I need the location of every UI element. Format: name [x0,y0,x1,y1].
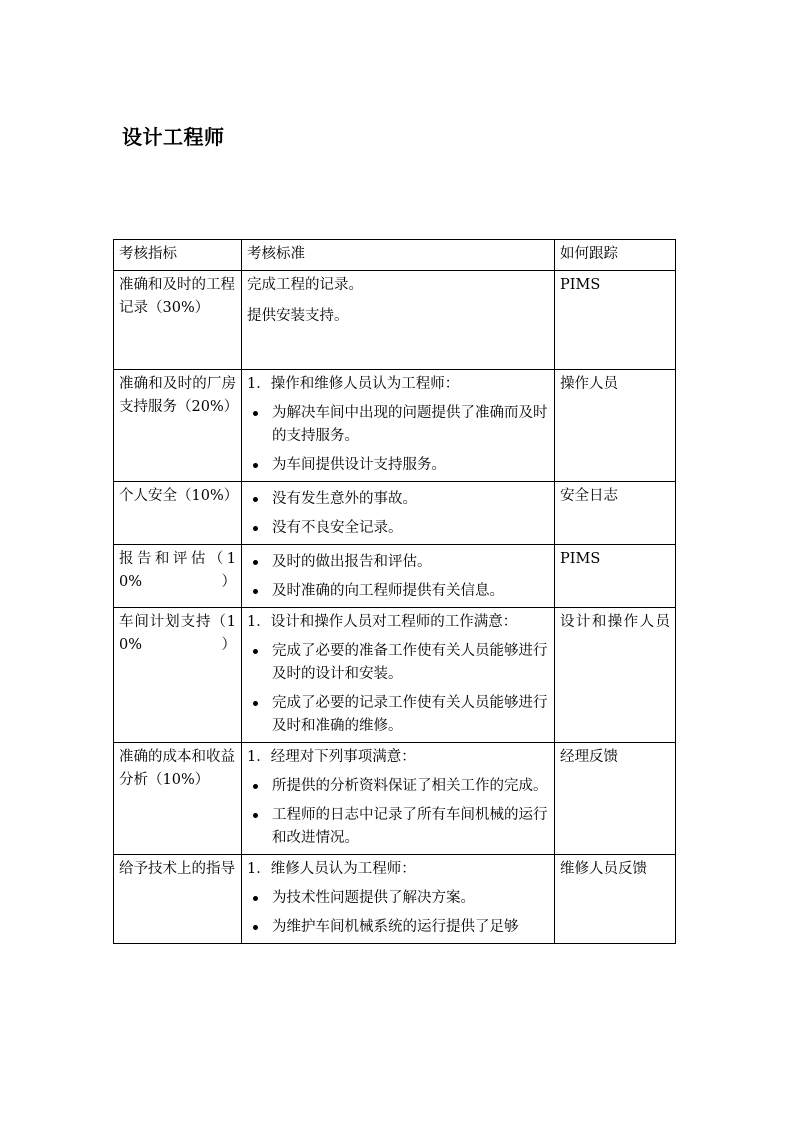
bullet-item: 完成了必要的记录工作使有关人员能够进行及时和准确的维修。 [247,692,549,738]
criteria-cell [242,370,555,482]
table-row [114,855,676,944]
numbered-item: 1．操作和维修人员认为工程师： [247,376,460,392]
criteria-cell [242,855,555,944]
indicator-cell: 准确的成本和收益分析（10%） [114,743,242,855]
table-header-row [114,240,676,271]
tracking-cell: 经理反馈 [555,743,676,855]
bullet-item: 为技术性问题提供了解决方案。 [247,887,549,910]
header-criteria: 考核标准 [242,240,555,271]
criteria-line: 完成工程的记录。 [247,277,363,293]
numbered-item: 1．设计和操作人员对工程师的工作满意： [247,614,518,630]
indicator-cell: 准确和及时的厂房支持服务（20%） [114,370,242,482]
bullet-item: 为车间提供设计支持服务。 [247,454,549,477]
bullet-item: 所提供的分析资料保证了相关工作的完成。 [247,775,549,798]
page-title: 设计工程师 [122,125,225,149]
header-indicator: 考核指标 [114,240,242,271]
bullet-item: 工程师的日志中记录了所有车间机械的运行和改进情况。 [247,804,549,850]
bullet-item: 完成了必要的准备工作使有关人员能够进行及时的设计和安装。 [247,640,549,686]
tracking-cell: 安全日志 [555,482,676,545]
criteria-cell [242,271,555,370]
tracking-cell: 维修人员反馈 [555,855,676,944]
bullet-item: 为维护车间机械系统的运行提供了足够 [247,916,549,939]
bullet-item: 没有不良安全记录。 [247,517,549,540]
bullet-item: 没有发生意外的事故。 [247,488,549,511]
indicator-cell: 给予技术上的指导 [114,855,242,944]
tracking-cell: 操作人员 [555,370,676,482]
bullet-item: 及时的做出报告和评估。 [247,551,549,574]
criteria-cell [242,545,555,608]
bullet-item: 为解决车间中出现的问题提供了准确而及时的支持服务。 [247,402,549,448]
indicator-cell: 个人安全（10%） [114,482,242,545]
tracking-cell: PIMS [555,271,676,370]
table-row [114,743,676,855]
kpi-table [113,239,676,944]
header-tracking: 如何跟踪 [555,240,676,271]
criteria-cell [242,608,555,743]
table-row [114,608,676,743]
numbered-item: 1．维修人员认为工程师： [247,861,416,877]
table-row [114,370,676,482]
table-row [114,482,676,545]
indicator-cell: 准确和及时的工程记录（30%） [114,271,242,370]
tracking-cell: 设计和操作人员 [555,608,676,743]
criteria-line: 提供安装支持。 [247,308,349,324]
bullet-item: 及时准确的向工程师提供有关信息。 [247,580,549,603]
numbered-item: 1．经理对下列事项满意： [247,749,416,765]
tracking-cell: PIMS [555,545,676,608]
table-row [114,271,676,370]
indicator-cell: 报告和评估（10%） [114,545,242,608]
criteria-cell [242,482,555,545]
criteria-cell [242,743,555,855]
indicator-cell: 车间计划支持（10%） [114,608,242,743]
table-row [114,545,676,608]
